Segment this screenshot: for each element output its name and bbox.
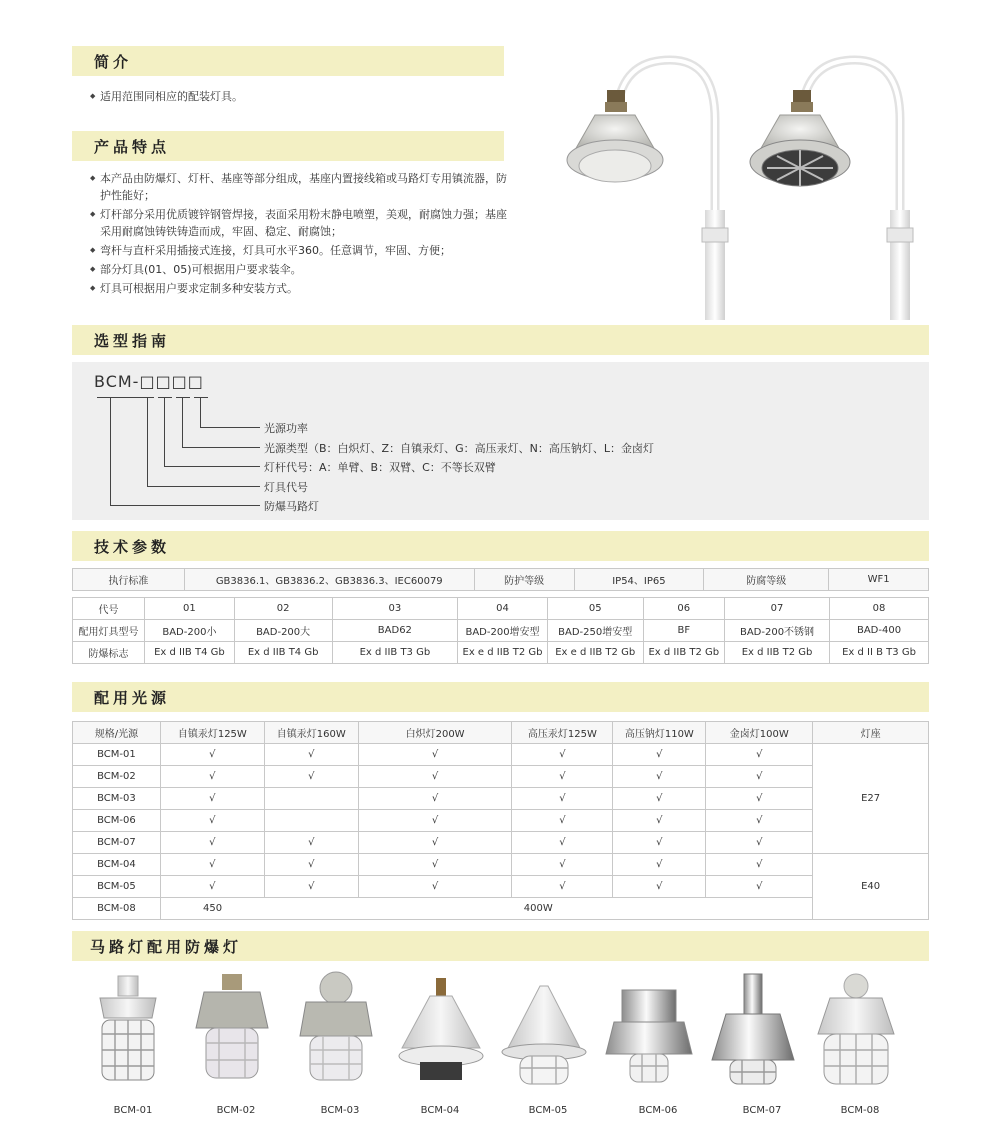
cell: BAD-400 bbox=[830, 620, 929, 642]
cell: √ bbox=[160, 788, 264, 810]
cell: IP54、IP65 bbox=[574, 569, 704, 591]
cell: √ bbox=[512, 788, 613, 810]
cell: √ bbox=[358, 788, 512, 810]
cell: Ex e d IIB T2 Gb bbox=[547, 642, 643, 664]
model-code: BCM-□□□□ bbox=[94, 372, 204, 391]
table-row bbox=[73, 832, 929, 854]
section-title: 马路灯配用防爆灯 bbox=[90, 937, 243, 956]
cell: BAD-200增安型 bbox=[458, 620, 548, 642]
selection-guide-panel bbox=[72, 362, 929, 520]
table-header-row bbox=[73, 722, 929, 744]
cell: √ bbox=[512, 810, 613, 832]
cell: √ bbox=[512, 832, 613, 854]
guide-line bbox=[158, 397, 172, 398]
cell: Ex d IIB T2 Gb bbox=[643, 642, 724, 664]
table-row bbox=[73, 598, 929, 620]
cell: √ bbox=[264, 766, 358, 788]
table-row bbox=[73, 766, 929, 788]
guide-line bbox=[110, 397, 111, 505]
cell: √ bbox=[613, 766, 706, 788]
cell: BF bbox=[643, 620, 724, 642]
cell: BAD-200不锈钢 bbox=[724, 620, 829, 642]
cell: √ bbox=[613, 832, 706, 854]
cell: √ bbox=[706, 832, 813, 854]
section-header-selection bbox=[72, 325, 929, 355]
guide-line bbox=[182, 397, 183, 447]
cell: √ bbox=[613, 854, 706, 876]
cell: √ bbox=[706, 744, 813, 766]
cell: 防爆标志 bbox=[73, 642, 145, 664]
cell: 防护等级 bbox=[474, 569, 574, 591]
header-cell: 金卤灯100W bbox=[706, 722, 813, 744]
lamp-bcm-08 bbox=[818, 974, 894, 1084]
table-row bbox=[73, 788, 929, 810]
cell: 02 bbox=[234, 598, 332, 620]
cell: BCM-04 bbox=[73, 854, 161, 876]
cell: Ex e d IIB T2 Gb bbox=[458, 642, 548, 664]
cell: √ bbox=[613, 876, 706, 898]
cell: BCM-08 bbox=[73, 898, 161, 920]
header-cell: 白炽灯200W bbox=[358, 722, 512, 744]
cell bbox=[264, 810, 358, 832]
table-row bbox=[73, 854, 929, 876]
header-cell: 高压钠灯110W bbox=[613, 722, 706, 744]
list-item: ◆ 部分灯具(01、05)可根据用户要求装伞。 bbox=[90, 261, 510, 278]
list-item: ◆ 灯杆部分采用优质镀锌钢管焊接，表面采用粉末静电喷塑，美观，耐腐蚀力强；基座采用耐腐蚀铸铁铸造而成，牢固、稳定、耐腐蚀； bbox=[90, 206, 510, 240]
guide-line bbox=[176, 397, 190, 398]
lamp-photo-row bbox=[80, 968, 920, 1103]
cell: Ex d IIB T4 Gb bbox=[234, 642, 332, 664]
header-cell: 灯座 bbox=[813, 722, 929, 744]
guide-line bbox=[97, 397, 140, 398]
cell: √ bbox=[613, 810, 706, 832]
cell: √ bbox=[358, 766, 512, 788]
cell: √ bbox=[358, 876, 512, 898]
cell: √ bbox=[160, 810, 264, 832]
header-cell: 自镇汞灯160W bbox=[264, 722, 358, 744]
header-cell: 规格/光源 bbox=[73, 722, 161, 744]
lamp-bcm-01 bbox=[100, 976, 156, 1080]
cell: √ bbox=[264, 876, 358, 898]
section-title: 配用光源 bbox=[94, 688, 171, 707]
cell: WF1 bbox=[829, 569, 929, 591]
cell: Ex d IIB T4 Gb bbox=[145, 642, 235, 664]
lamp-label: BCM-07 bbox=[742, 1105, 782, 1116]
cell: 08 bbox=[830, 598, 929, 620]
header-cell: 自镇汞灯125W bbox=[160, 722, 264, 744]
cell: BAD-250增安型 bbox=[547, 620, 643, 642]
cell: √ bbox=[512, 744, 613, 766]
cell: BCM-07 bbox=[73, 832, 161, 854]
section-title: 选型指南 bbox=[94, 331, 171, 350]
tech-params-table bbox=[72, 597, 929, 664]
list-item: ◆ 本产品由防爆灯、灯杆、基座等部分组成，基座内置接线箱或马路灯专用镇流器，防护性能好； bbox=[90, 170, 510, 204]
lamp-bcm-07 bbox=[712, 974, 794, 1084]
cell: √ bbox=[264, 832, 358, 854]
cell: 01 bbox=[145, 598, 235, 620]
cell: √ bbox=[358, 744, 512, 766]
cell: BCM-02 bbox=[73, 766, 161, 788]
table-row bbox=[73, 898, 929, 920]
cell: 07 bbox=[724, 598, 829, 620]
note-lamp-code: 灯具代号 bbox=[264, 481, 308, 494]
lamp-label: BCM-08 bbox=[840, 1105, 880, 1116]
cell: √ bbox=[160, 854, 264, 876]
cell: √ bbox=[160, 744, 264, 766]
cell: √ bbox=[512, 766, 613, 788]
cell: 450 bbox=[160, 898, 264, 920]
cell: 防腐等级 bbox=[704, 569, 829, 591]
cell: BCM-05 bbox=[73, 876, 161, 898]
list-item: ◆ 适用范围同相应的配装灯具。 bbox=[90, 88, 510, 105]
cell: √ bbox=[512, 876, 613, 898]
note-power: 光源功率 bbox=[264, 422, 308, 435]
lamp-bcm-06 bbox=[606, 990, 692, 1082]
cell: BAD-200大 bbox=[234, 620, 332, 642]
cell: GB3836.1、GB3836.2、GB3836.3、IEC60079 bbox=[184, 569, 474, 591]
cell: BCM-01 bbox=[73, 744, 161, 766]
section-header-light bbox=[72, 682, 929, 712]
lamp-bcm-02 bbox=[196, 974, 268, 1078]
cell: 400W bbox=[264, 898, 812, 920]
cell: 代号 bbox=[73, 598, 145, 620]
cell: Ex d IIB T2 Gb bbox=[724, 642, 829, 664]
cell: √ bbox=[160, 832, 264, 854]
note-pole-code: 灯杆代号：A：单臂、B：双臂、C：不等长双臂 bbox=[264, 461, 496, 474]
lamp-label: BCM-06 bbox=[638, 1105, 678, 1116]
cell: Ex d II B T3 Gb bbox=[830, 642, 929, 664]
street-lamp-photo bbox=[535, 40, 935, 320]
guide-line bbox=[200, 427, 260, 428]
cell: √ bbox=[358, 854, 512, 876]
cell: √ bbox=[264, 854, 358, 876]
table-row bbox=[73, 810, 929, 832]
section-title: 简介 bbox=[94, 52, 133, 71]
cell: 06 bbox=[643, 598, 724, 620]
cell: √ bbox=[613, 788, 706, 810]
guide-line bbox=[200, 397, 201, 427]
cell: Ex d IIB T3 Gb bbox=[332, 642, 458, 664]
cell: √ bbox=[706, 876, 813, 898]
features-list bbox=[90, 170, 510, 299]
cell: √ bbox=[358, 832, 512, 854]
lamp-bcm-04 bbox=[399, 978, 483, 1080]
guide-line bbox=[164, 466, 260, 467]
section-title: 产品特点 bbox=[94, 137, 171, 156]
note-product: 防爆马路灯 bbox=[264, 500, 319, 513]
lamp-bcm-05 bbox=[502, 986, 586, 1084]
cell: √ bbox=[264, 744, 358, 766]
note-light-type: 光源类型（B：白炽灯、Z：自镇汞灯、G：高压汞灯、N：高压钠灯、L：金卤灯 bbox=[264, 442, 654, 455]
table-row bbox=[73, 620, 929, 642]
cell: √ bbox=[160, 876, 264, 898]
cell: 04 bbox=[458, 598, 548, 620]
guide-line bbox=[194, 397, 208, 398]
header-cell: 高压汞灯125W bbox=[512, 722, 613, 744]
guide-line bbox=[110, 505, 260, 506]
guide-line bbox=[182, 447, 260, 448]
cell: 03 bbox=[332, 598, 458, 620]
section-header-intro bbox=[72, 46, 504, 76]
light-source-table bbox=[72, 721, 929, 920]
list-item: ◆ 弯杆与直杆采用插接式连接，灯具可水平360。任意调节，牢固、方便； bbox=[90, 242, 510, 259]
table-row bbox=[73, 744, 929, 766]
intro-list bbox=[90, 88, 510, 107]
guide-line bbox=[164, 397, 165, 466]
socket-e27: E27 bbox=[813, 744, 929, 854]
cell: BAD62 bbox=[332, 620, 458, 642]
cell: 配用灯具型号 bbox=[73, 620, 145, 642]
lamp-label: BCM-03 bbox=[320, 1105, 360, 1116]
cell: 执行标准 bbox=[73, 569, 185, 591]
cell bbox=[264, 788, 358, 810]
cell: √ bbox=[512, 854, 613, 876]
cell: BCM-03 bbox=[73, 788, 161, 810]
socket-e40: E40 bbox=[813, 854, 929, 920]
lamp-label: BCM-01 bbox=[113, 1105, 153, 1116]
guide-line bbox=[147, 486, 260, 487]
lamp-label: BCM-05 bbox=[528, 1105, 568, 1116]
list-item: ◆ 灯具可根据用户要求定制多种安装方式。 bbox=[90, 280, 510, 297]
cell: BCM-06 bbox=[73, 810, 161, 832]
lamp-label: BCM-02 bbox=[216, 1105, 256, 1116]
table-row bbox=[73, 642, 929, 664]
table-row bbox=[73, 876, 929, 898]
cell: √ bbox=[706, 766, 813, 788]
cell: √ bbox=[613, 744, 706, 766]
guide-line bbox=[147, 397, 148, 486]
cell: BAD-200小 bbox=[145, 620, 235, 642]
cell: 05 bbox=[547, 598, 643, 620]
section-header-lamps bbox=[72, 931, 929, 961]
cell: √ bbox=[706, 788, 813, 810]
section-header-features bbox=[72, 131, 504, 161]
tech-standards-table bbox=[72, 568, 929, 591]
cell: √ bbox=[358, 810, 512, 832]
cell: √ bbox=[160, 766, 264, 788]
cell: √ bbox=[706, 854, 813, 876]
section-title: 技术参数 bbox=[94, 537, 171, 556]
lamp-label: BCM-04 bbox=[420, 1105, 460, 1116]
cell: √ bbox=[706, 810, 813, 832]
lamp-bcm-03 bbox=[300, 972, 372, 1080]
section-header-tech bbox=[72, 531, 929, 561]
